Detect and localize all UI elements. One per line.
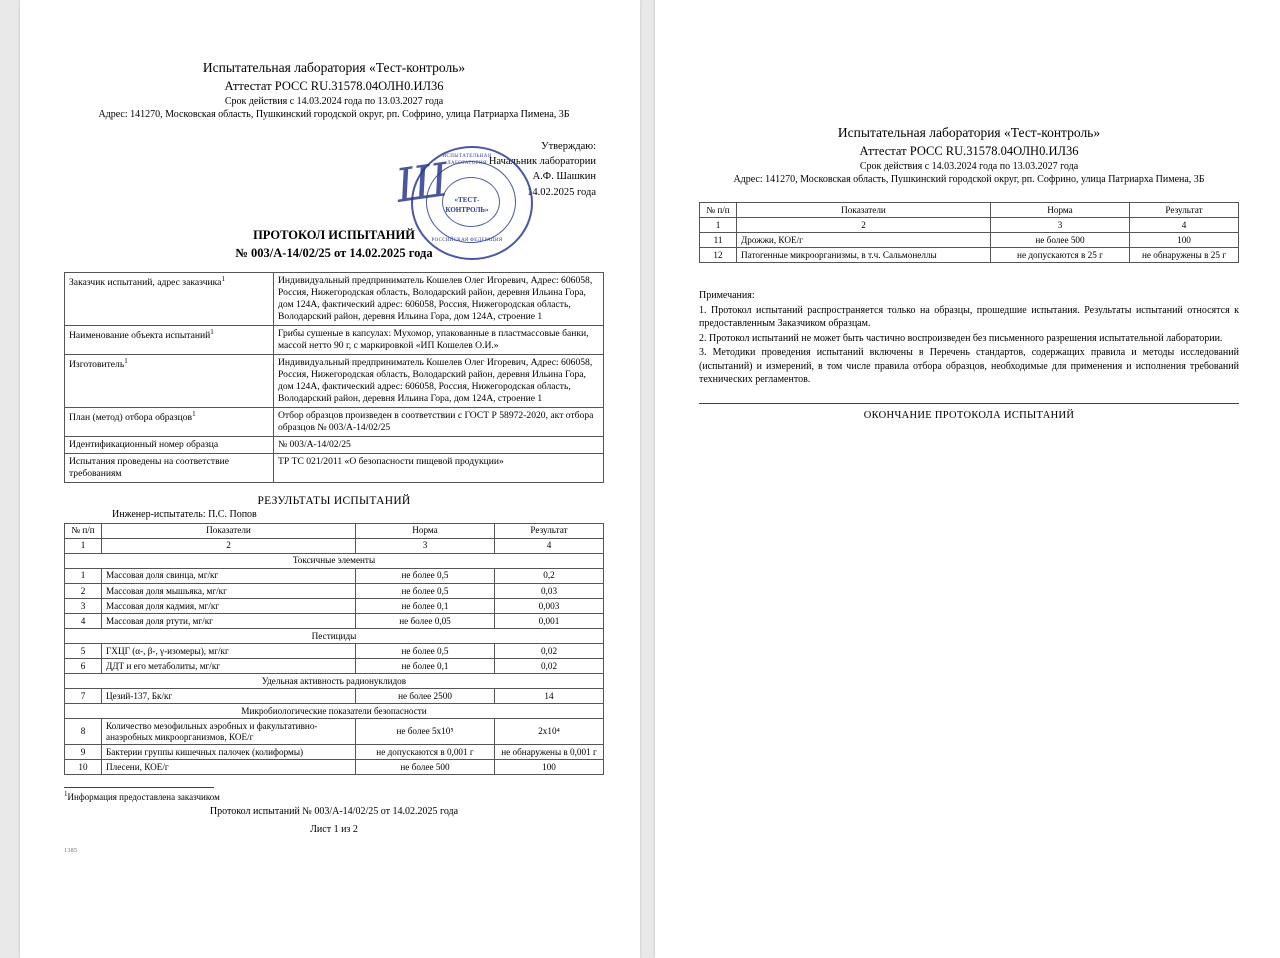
notes-title: Примечания: [699, 290, 755, 302]
note-1: 1. Протокол испытаний распространяется только на образцы, прошедшие испытания. Результаты испытаний относятся к предоставленным Заказчиком образцам. [699, 304, 1239, 330]
results-cell-result: 14 [495, 689, 604, 704]
end-divider [699, 403, 1239, 404]
info-row-label-marker: 1 [221, 275, 225, 284]
results2-cell-name: Патогенные микроорганизмы, в т.ч. Сальмонеллы [737, 248, 991, 263]
results-cell-result: 0,2 [495, 568, 604, 583]
lab-address-2: Адрес: 141270, Московская область, Пушкинский городской округ, рп. Софрино, улица Патриарха Пимена, 3Б [733, 173, 1205, 185]
results-table-row [65, 719, 604, 745]
results2-number-row [700, 218, 1239, 233]
info-row-label: Идентификационный номер образца [65, 436, 274, 453]
results2-cell-norm: не более 500 [991, 233, 1130, 248]
info-row-label: Испытания проведены на соответствие требованиям [65, 453, 274, 482]
results2-cell-n: 12 [700, 248, 737, 263]
results-section-row [65, 553, 604, 568]
results-cell-norm: не более 5х10⁵ [356, 719, 495, 745]
results-table-row [65, 689, 604, 704]
page-1-content [64, 60, 604, 854]
footer-sheet-line: Лист 1 из 2 [310, 823, 358, 835]
results-cell-norm: не более 0,1 [356, 599, 495, 614]
stamp-top-text: ИСПЫТАТЕЛЬНАЯ ЛАБОРАТОРИЯ [442, 154, 492, 167]
info-table-row [65, 453, 604, 482]
results2-table-row [700, 233, 1239, 248]
results-section-row [65, 629, 604, 644]
results-heading: РЕЗУЛЬТАТЫ ИСПЫТАНИЙ [257, 494, 411, 507]
results2-num-1: 1 [700, 218, 737, 233]
results-col-indicator: Показатели [102, 523, 356, 538]
results-table-row [65, 760, 604, 775]
results-cell-norm: не более 0,5 [356, 644, 495, 659]
results-table [64, 523, 604, 776]
results-table-row [65, 614, 604, 629]
results-num-4: 4 [495, 538, 604, 553]
approval-line-1: Утверждаю: [541, 141, 596, 152]
page-code: 1385 [64, 847, 77, 855]
results-section-row [65, 704, 604, 719]
results-cell-result: 0,03 [495, 584, 604, 599]
approval-signer: А.Ф. Шашкин [532, 171, 596, 183]
results2-num-2: 2 [737, 218, 991, 233]
results2-col-result: Результат [1130, 203, 1239, 218]
info-table-row [65, 355, 604, 408]
results-header-row [65, 523, 604, 538]
results2-cell-name: Дрожжи, КОЕ/г [737, 233, 991, 248]
results-cell-norm: не более 0,5 [356, 584, 495, 599]
results-num-3: 3 [356, 538, 495, 553]
stamp-mid-text: «ТЕСТ-КОНТРОЛЬ» [445, 196, 489, 215]
results-cell-n: 7 [65, 689, 102, 704]
protocol-title: ПРОТОКОЛ ИСПЫТАНИЙ [253, 227, 415, 242]
results-table-row [65, 599, 604, 614]
results-col-norm: Норма [356, 523, 495, 538]
info-row-value: Грибы сушеные в капсулах: Мухомор, упакованные в пластмассовые банки, массой нетто 90 г, с маркировкой «ИП Кошелев О.И.» [274, 326, 604, 355]
results2-table-row [700, 248, 1239, 263]
results-table-row [65, 568, 604, 583]
results-cell-n: 8 [65, 719, 102, 745]
results-num-1: 1 [65, 538, 102, 553]
results-num-2: 2 [102, 538, 356, 553]
results-cell-name: Массовая доля ртути, мг/кг [102, 614, 356, 629]
results-cell-name: ГХЦГ (α-, β-, γ-изомеры), мг/кг [102, 644, 356, 659]
results2-col-n: № п/п [700, 203, 737, 218]
footer-protocol-line: Протокол испытаний № 003/А-14/02/25 от 14.02.2025 года [209, 806, 459, 818]
results-cell-result: 0,02 [495, 644, 604, 659]
results-cell-name: Массовая доля свинца, мг/кг [102, 568, 356, 583]
results-cell-norm: не более 500 [356, 760, 495, 775]
results-table-row [65, 584, 604, 599]
approval-line-2: Начальник лаборатории [488, 156, 596, 168]
footnote-divider [64, 787, 214, 788]
results-cell-n: 9 [65, 745, 102, 760]
results-table-row [65, 745, 604, 760]
lab-title: Испытательная лаборатория «Тест-контроль» [202, 60, 466, 75]
approval-date: 14.02.2025 года [527, 186, 596, 198]
stamp-bottom-text: РОССИЙСКАЯ ФЕДЕРАЦИЯ [431, 238, 503, 243]
results-table-row [65, 659, 604, 674]
results-cell-name: Плесени, КОЕ/г [102, 760, 356, 775]
info-row-label: Заказчик испытаний, адрес заказчика$^1$ [65, 273, 274, 326]
end-of-protocol: ОКОНЧАНИЕ ПРОТОКОЛА ИСПЫТАНИЙ [863, 409, 1075, 421]
protocol-title-block [64, 226, 604, 262]
results-cell-result: 0,003 [495, 599, 604, 614]
results-cell-name: Цезий-137, Бк/кг [102, 689, 356, 704]
results-section-label: Микробиологические показатели безопасности [65, 704, 604, 719]
lab-validity: Срок действия с 14.03.2024 года по 13.03.2027 года [224, 96, 444, 107]
info-row-label-marker: 1 [210, 328, 214, 337]
footnote-text: Информация предоставлена заказчиком [67, 792, 220, 803]
info-row-value: Отбор образцов произведен в соответствии с ГОСТ Р 58972-2020, акт отбора образцов № 003/А-14/02/25 [274, 407, 604, 436]
results2-header-row [700, 203, 1239, 218]
results-cell-norm: не более 0,1 [356, 659, 495, 674]
info-row-value: Индивидуальный предприниматель Кошелев Олег Игоревич, Адрес: 606058, Россия, Нижегородская область, Володарский район, деревня Ильина Гора, дом 124А, фактический адрес: 606058, Россия, Нижегородская область, Володарский район, деревня Ильина Гора, дом 124А, строение 1 [274, 273, 604, 326]
results-col-result: Результат [495, 523, 604, 538]
results-cell-norm: не допускаются в 0,001 г [356, 745, 495, 760]
signature-icon: Ш [392, 152, 452, 213]
info-table [64, 272, 604, 483]
results-cell-n: 10 [65, 760, 102, 775]
info-table-row [65, 436, 604, 453]
results-cell-name: Бактерии группы кишечных палочек (колиформы) [102, 745, 356, 760]
results-cell-result: 2х10⁴ [495, 719, 604, 745]
lab-address: Адрес: 141270, Московская область, Пушкинский городской округ, рп. Софрино, улица Патриарха Пимена, 3Б [98, 108, 570, 120]
notes-block [699, 289, 1239, 387]
lab-attestation: Аттестат РОСС RU.31578.04ОЛН0.ИЛ36 [224, 79, 444, 93]
results-col-n: № п/п [65, 523, 102, 538]
results-cell-name: Массовая доля кадмия, мг/кг [102, 599, 356, 614]
info-table-row [65, 407, 604, 436]
engineer-line: Инженер-испытатель: П.С. Попов [112, 508, 257, 520]
results-cell-n: 5 [65, 644, 102, 659]
footnote-marker: 1 [64, 790, 68, 799]
info-row-label: План (метод) отбора образцов$^1$ [65, 407, 274, 436]
results2-col-indicator: Показатели [737, 203, 991, 218]
results2-col-norm: Норма [991, 203, 1130, 218]
footnote [64, 790, 604, 802]
results-number-row [65, 538, 604, 553]
info-row-label: Изготовитель$^1$ [65, 355, 274, 408]
results-cell-norm: не более 2500 [356, 689, 495, 704]
results-cell-name: Массовая доля мышьяка, мг/кг [102, 584, 356, 599]
results-cell-n: 4 [65, 614, 102, 629]
results2-cell-result: 100 [1130, 233, 1239, 248]
results2-cell-norm: не допускаются в 25 г [991, 248, 1130, 263]
results-cell-result: не обнаружены в 0,001 г [495, 745, 604, 760]
results-cell-n: 1 [65, 568, 102, 583]
page-1-header [64, 60, 604, 121]
page-2-content [699, 125, 1239, 421]
info-table-row [65, 273, 604, 326]
protocol-number: № 003/А-14/02/25 от 14.02.2025 года [235, 246, 433, 260]
info-row-value: Индивидуальный предприниматель Кошелев Олег Игоревич, Адрес: 606058, Россия, Нижегородская область, Володарский район, деревня Ильина Гора, дом 124А, фактический адрес: 606058, Россия, Нижегородская область, Володарский район, деревня Ильина Гора, дом 124А, строение 1 [274, 355, 604, 408]
info-table-row [65, 326, 604, 355]
results2-num-4: 4 [1130, 218, 1239, 233]
results-cell-result: 100 [495, 760, 604, 775]
results2-cell-result: не обнаружены в 25 г [1130, 248, 1239, 263]
results-cell-result: 0,001 [495, 614, 604, 629]
lab-validity-2: Срок действия с 14.03.2024 года по 13.03.2027 года [859, 161, 1079, 172]
info-row-label: Наименование объекта испытаний$^1$ [65, 326, 274, 355]
info-row-value: № 003/А-14/02/25 [274, 436, 604, 453]
lab-attestation-2: Аттестат РОСС RU.31578.04ОЛН0.ИЛ36 [859, 144, 1079, 158]
info-row-value: ТР ТС 021/2011 «О безопасности пищевой продукции» [274, 453, 604, 482]
results-cell-norm: не более 0,05 [356, 614, 495, 629]
note-3: 3. Методики проведения испытаний включены в Перечень стандартов, содержащих правила и методы исследований (испытаний) и измерений, в том числе правила отбора образцов, необходимые для применения и исполнения требований технических регламентов. [699, 347, 1239, 386]
results-section-label: Удельная активность радионуклидов [65, 674, 604, 689]
results-section-label: Токсичные элементы [65, 553, 604, 568]
results-table-row [65, 644, 604, 659]
results-section-row [65, 674, 604, 689]
results2-num-3: 3 [991, 218, 1130, 233]
results-cell-name: Количество мезофильных аэробных и факультативно-анаэробных микроорганизмов, КОЕ/г [102, 719, 356, 745]
results-section-label: Пестициды [65, 629, 604, 644]
results2-cell-n: 11 [700, 233, 737, 248]
results-table-continued [699, 202, 1239, 263]
lab-title-2: Испытательная лаборатория «Тест-контроль» [837, 125, 1101, 140]
results-cell-result: 0,02 [495, 659, 604, 674]
document-page-2 [655, 0, 1280, 958]
results-cell-n: 2 [65, 584, 102, 599]
info-row-label-marker: 1 [192, 409, 196, 418]
results-cell-n: 3 [65, 599, 102, 614]
results-cell-n: 6 [65, 659, 102, 674]
results-cell-norm: не более 0,5 [356, 568, 495, 583]
results-cell-name: ДДТ и его метаболиты, мг/кг [102, 659, 356, 674]
note-2: 2. Протокол испытаний не может быть частично воспроизведен без письменного разрешения испытательной лаборатории. [699, 332, 1223, 344]
document-page-1 [20, 0, 640, 958]
info-row-label-marker: 1 [124, 357, 128, 366]
page-2-header [699, 125, 1239, 186]
